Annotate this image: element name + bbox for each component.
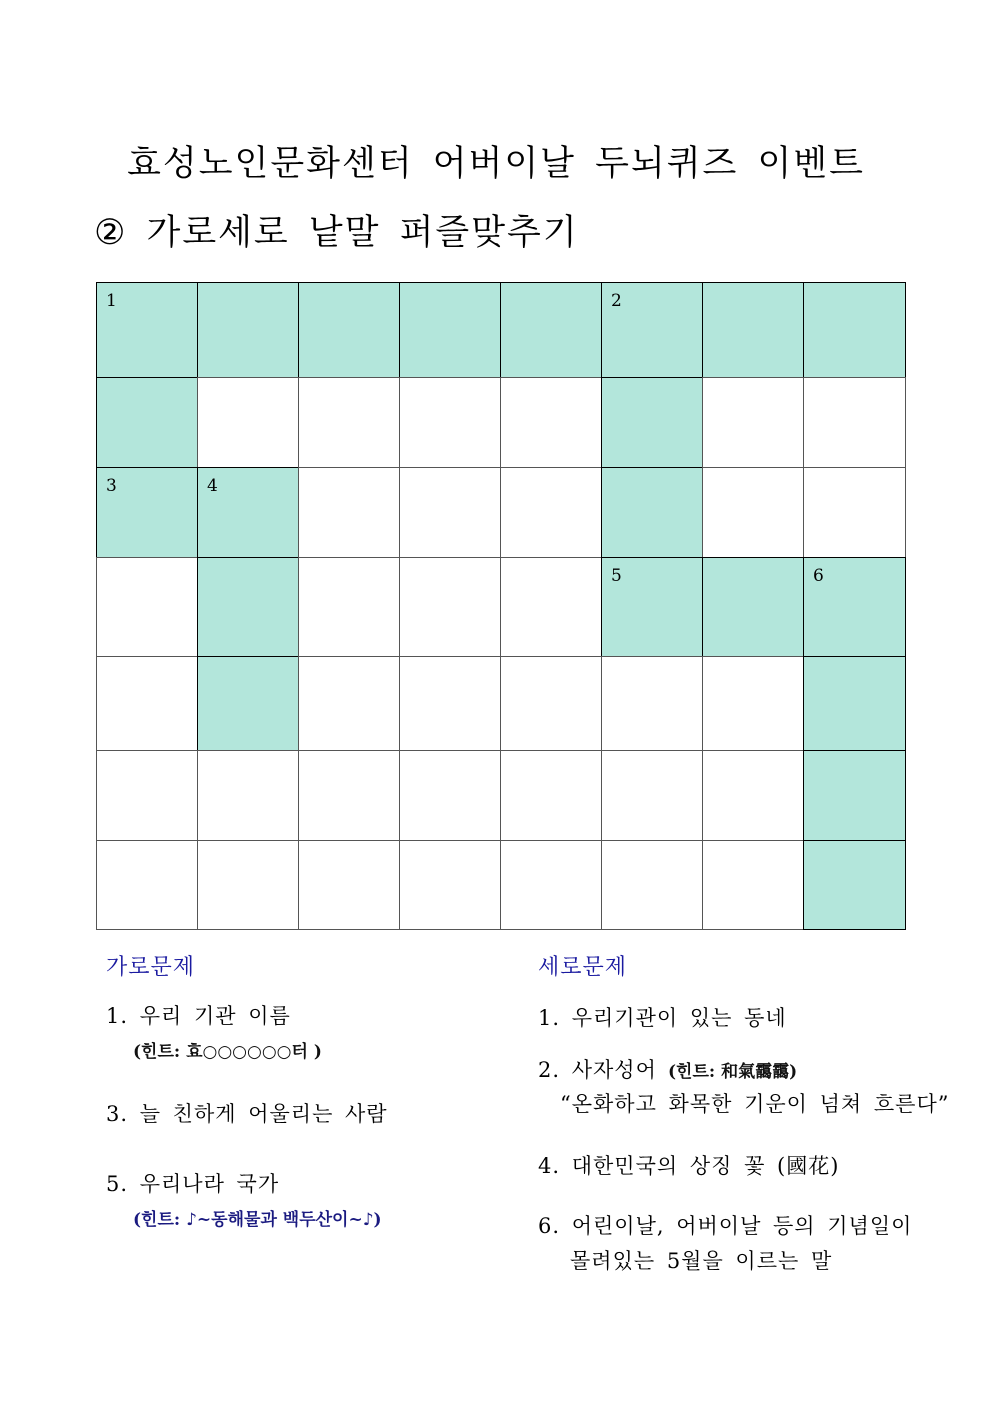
grid-cell[interactable] bbox=[298, 750, 400, 841]
grid-cell[interactable] bbox=[601, 377, 703, 468]
grid-cell[interactable] bbox=[399, 840, 501, 930]
across-clue-5-hint: (힌트: ♪~동해물과 백두산이~♪) bbox=[133, 1210, 382, 1230]
grid-cell[interactable] bbox=[702, 557, 804, 657]
grid-cell[interactable] bbox=[197, 750, 299, 841]
grid-cell[interactable] bbox=[702, 377, 804, 468]
grid-cell[interactable] bbox=[803, 557, 906, 657]
grid-cell[interactable] bbox=[803, 377, 906, 468]
grid-cell[interactable] bbox=[298, 467, 400, 558]
down-clue-4: 4. 대한민국의 상징 꽃 (國花) bbox=[538, 1154, 840, 1178]
grid-cell[interactable] bbox=[500, 840, 602, 930]
down-clue-2: 2. 사자성어 bbox=[538, 1058, 657, 1082]
grid-cell[interactable] bbox=[500, 557, 602, 657]
grid-cell[interactable] bbox=[298, 282, 400, 378]
grid-cell[interactable] bbox=[702, 840, 804, 930]
grid-cell[interactable] bbox=[399, 467, 501, 558]
down-clue-6-line2: 몰려있는 5월을 이르는 말 bbox=[570, 1249, 833, 1273]
clue-number: 2 bbox=[611, 291, 622, 311]
clue-number: 6 bbox=[813, 566, 824, 586]
grid-cell[interactable] bbox=[197, 377, 299, 468]
grid-cell[interactable] bbox=[96, 840, 198, 930]
down-clue-6: 6. 어린이날, 어버이날 등의 기념일이 bbox=[538, 1214, 913, 1238]
crossword-grid bbox=[96, 282, 905, 929]
grid-cell[interactable] bbox=[702, 656, 804, 751]
clue-number: 3 bbox=[106, 476, 117, 496]
down-clue-2-description: “온화하고 화목한 기운이 넘쳐 흐른다” bbox=[560, 1092, 950, 1116]
grid-cell[interactable] bbox=[197, 840, 299, 930]
grid-cell[interactable] bbox=[399, 282, 501, 378]
grid-cell[interactable] bbox=[803, 282, 906, 378]
down-clue-1: 1. 우리기관이 있는 동네 bbox=[538, 1006, 787, 1030]
grid-cell[interactable] bbox=[500, 377, 602, 468]
grid-cell[interactable] bbox=[197, 557, 299, 657]
grid-cell[interactable] bbox=[399, 656, 501, 751]
across-clue-1-hint: (힌트: 효○○○○○○터 ) bbox=[133, 1042, 322, 1062]
grid-cell[interactable] bbox=[601, 656, 703, 751]
grid-cell[interactable] bbox=[500, 656, 602, 751]
across-heading: 가로문제 bbox=[106, 955, 196, 980]
clue-number: 1 bbox=[106, 291, 117, 311]
page-title: 효성노인문화센터 어버이날 두뇌퀴즈 이벤트 bbox=[127, 144, 865, 184]
grid-cell[interactable] bbox=[298, 656, 400, 751]
grid-cell[interactable] bbox=[298, 840, 400, 930]
grid-cell[interactable] bbox=[500, 467, 602, 558]
grid-cell[interactable] bbox=[298, 557, 400, 657]
grid-cell[interactable] bbox=[298, 377, 400, 468]
grid-cell[interactable] bbox=[96, 377, 198, 468]
grid-cell[interactable] bbox=[803, 656, 906, 751]
grid-cell[interactable] bbox=[803, 467, 906, 558]
grid-cell[interactable] bbox=[601, 282, 703, 378]
down-clue-2-hint: (힌트: 和氣靄靄) bbox=[668, 1062, 798, 1082]
across-clue-1: 1. 우리 기관 이름 bbox=[106, 1004, 291, 1028]
grid-cell[interactable] bbox=[803, 840, 906, 930]
down-heading: 세로문제 bbox=[538, 955, 628, 980]
grid-cell[interactable] bbox=[197, 656, 299, 751]
grid-cell[interactable] bbox=[96, 557, 198, 657]
page-subtitle: ② 가로세로 낱말 퍼즐맞추기 bbox=[94, 213, 579, 253]
grid-cell[interactable] bbox=[399, 750, 501, 841]
grid-cell[interactable] bbox=[197, 282, 299, 378]
clue-number: 5 bbox=[611, 566, 622, 586]
grid-cell[interactable] bbox=[702, 282, 804, 378]
grid-cell[interactable] bbox=[96, 282, 198, 378]
grid-cell[interactable] bbox=[601, 840, 703, 930]
grid-cell[interactable] bbox=[601, 750, 703, 841]
clue-number: 4 bbox=[207, 476, 218, 496]
grid-cell[interactable] bbox=[399, 377, 501, 468]
across-clue-5: 5. 우리나라 국가 bbox=[106, 1172, 280, 1196]
grid-cell[interactable] bbox=[399, 557, 501, 657]
grid-cell[interactable] bbox=[96, 656, 198, 751]
grid-cell[interactable] bbox=[500, 282, 602, 378]
grid-cell[interactable] bbox=[702, 467, 804, 558]
grid-cell[interactable] bbox=[96, 467, 198, 558]
across-clue-3: 3. 늘 친하게 어울리는 사람 bbox=[106, 1102, 388, 1126]
grid-cell[interactable] bbox=[197, 467, 299, 558]
grid-cell[interactable] bbox=[702, 750, 804, 841]
grid-cell[interactable] bbox=[601, 557, 703, 657]
grid-cell[interactable] bbox=[803, 750, 906, 841]
grid-cell[interactable] bbox=[500, 750, 602, 841]
grid-cell[interactable] bbox=[96, 750, 198, 841]
grid-cell[interactable] bbox=[601, 467, 703, 558]
